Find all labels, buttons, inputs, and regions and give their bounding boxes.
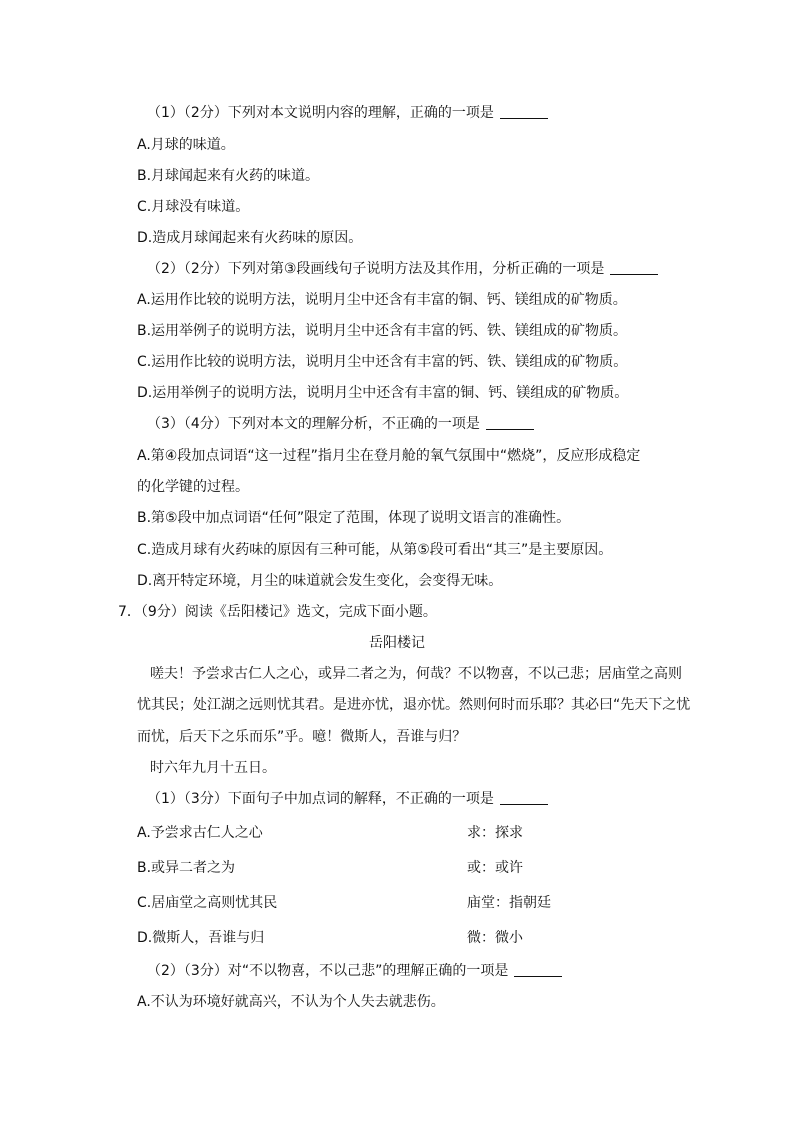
passage-line: 而忧，后天下之乐而乐”乎。噫！微斯人，吾谁与归？ [137, 729, 467, 745]
option-row [137, 823, 737, 843]
q6-sub3-stem: （3）（4分）下列对本文的理解分析，不正确的一项是 [147, 414, 534, 434]
option: B.月球闻起来有火药的味道。 [137, 168, 320, 184]
option-explanation: 或：或许 [467, 860, 523, 876]
option: A.运用作比较的说明方法，说明月尘中还含有丰富的铜、钙、镁组成的矿物质。 [137, 292, 627, 308]
q6-sub2-stem: （2）（2分）下列对第③段画线句子说明方法及其作用，分析正确的一项是 [147, 259, 658, 279]
option-explanation: 求：探求 [467, 825, 523, 841]
option-row [137, 858, 737, 878]
option-sentence: D.微斯人，吾谁与归 [137, 930, 265, 946]
answer-blank[interactable] [514, 962, 562, 977]
passage-line: 嗟夫！予尝求古仁人之心，或异二者之为，何哉？不以物喜，不以己悲；居庙堂之高则 [150, 666, 682, 682]
option: D.运用举例子的说明方法，说明月尘中还含有丰富的铜、钙、镁组成的矿物质。 [137, 385, 629, 401]
option: B.运用举例子的说明方法，说明月尘中还含有丰富的钙、铁、镁组成的矿物质。 [137, 323, 628, 339]
answer-blank[interactable] [500, 790, 548, 805]
answer-blank[interactable] [500, 104, 548, 119]
answer-blank[interactable] [610, 260, 658, 275]
answer-blank[interactable] [486, 415, 534, 430]
option-explanation: 庙堂：指朝廷 [467, 895, 551, 911]
option: B.第⑤段中加点词语“任何”限定了范围，体现了说明文语言的准确性。 [137, 510, 571, 526]
q7-sub2-stem: （2）（3分）对“不以物喜，不以己悲”的理解正确的一项是 [147, 961, 562, 981]
passage-line: 忧其民；处江湖之远则忧其君。是进亦忧，退亦忧。然则何时而乐耶？其必曰“先天下之忧 [137, 697, 691, 713]
q6-sub1-stem: （1）（2分）下列对本文说明内容的理解，正确的一项是 [147, 103, 548, 123]
option-row [137, 928, 737, 948]
option-explanation: 微：微小 [467, 930, 523, 946]
option: C.造成月球有火药味的原因有三种可能，从第⑤段可看出“其三”是主要原因。 [137, 542, 613, 558]
option-sentence: C.居庙堂之高则忧其民 [137, 895, 278, 911]
passage-date: 时六年九月十五日。 [150, 760, 276, 776]
option-row [137, 893, 737, 913]
q7-sub1-stem: （1）（3分）下面句子中加点词的解释，不正确的一项是 [147, 789, 548, 809]
option-sentence: B.或异二者之为 [137, 860, 236, 876]
option: A.不认为环境好就高兴，不认为个人失去就悲伤。 [137, 994, 445, 1010]
option: C.月球没有味道。 [137, 199, 250, 215]
option: A.第④段加点词语“这一过程”指月尘在登月舱的氧气氛围中“燃烧”，反应形成稳定 [137, 448, 641, 464]
option: A.月球的味道。 [137, 137, 235, 153]
option-sentence: A.予尝求古仁人之心 [137, 825, 263, 841]
option: D.造成月球闻起来有火药味的原因。 [137, 230, 363, 246]
passage-title: 岳阳楼记 [369, 635, 425, 651]
option-continued: 的化学键的过程。 [137, 479, 249, 495]
q7-stem: 7．（9分）阅读《岳阳楼记》选文，完成下面小题。 [118, 604, 437, 620]
option: C.运用作比较的说明方法，说明月尘中还含有丰富的钙、铁、镁组成的矿物质。 [137, 354, 628, 370]
option: D.离开特定环境，月尘的味道就会发生变化，会变得无味。 [137, 573, 503, 589]
